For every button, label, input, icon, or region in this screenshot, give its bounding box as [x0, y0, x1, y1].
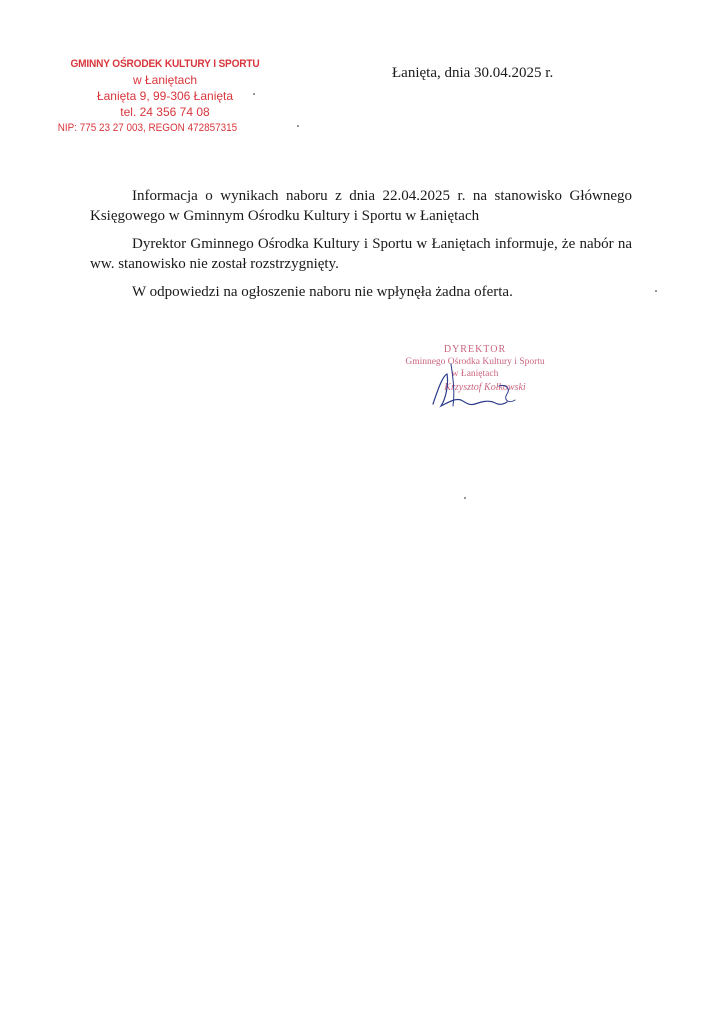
organization-nip-regon: NIP: 775 23 27 003, REGON 472857315 — [57, 122, 238, 134]
no-offers-paragraph: W odpowiedzi na ogłoszenie naboru nie wpłynęła żadna oferta. — [132, 284, 513, 300]
scan-speck — [464, 497, 466, 499]
organization-name: GMINNY OŚRODEK KULTURY I SPORTU — [70, 58, 260, 70]
scan-speck — [253, 93, 255, 95]
document-body — [90, 186, 632, 310]
director-name: Krzysztof Kołkowski — [444, 382, 526, 393]
handwritten-signature — [425, 356, 525, 412]
scan-speck — [297, 125, 299, 127]
scan-speck — [655, 290, 657, 292]
director-role: DYREKTOR — [443, 344, 507, 355]
announcement-title-paragraph: Informacja o wynikach naboru z dnia 22.04.2025 r. na stanowisko Głównego Księgowego w Gminnym Ośrodku Kultury i Sportu w Łaniętach — [90, 188, 632, 224]
director-signature-block — [385, 344, 565, 414]
document-date: Łanięta, dnia 30.04.2025 r. — [392, 65, 554, 81]
organization-address: Łanięta 9, 99-306 Łanięta — [96, 89, 234, 103]
organization-phone: tel. 24 356 74 08 — [120, 105, 210, 119]
director-organization: Gminnego Ośrodka Kultury i Sportu — [405, 357, 545, 367]
organization-header-stamp — [50, 56, 280, 136]
result-paragraph: Dyrektor Gminnego Ośrodka Kultury i Sportu w Łaniętach informuje, że nabór na ww. stanowisko nie został rozstrzygnięty. — [90, 236, 632, 272]
director-place: w Łaniętach — [451, 369, 499, 379]
organization-location: w Łaniętach — [132, 73, 198, 87]
